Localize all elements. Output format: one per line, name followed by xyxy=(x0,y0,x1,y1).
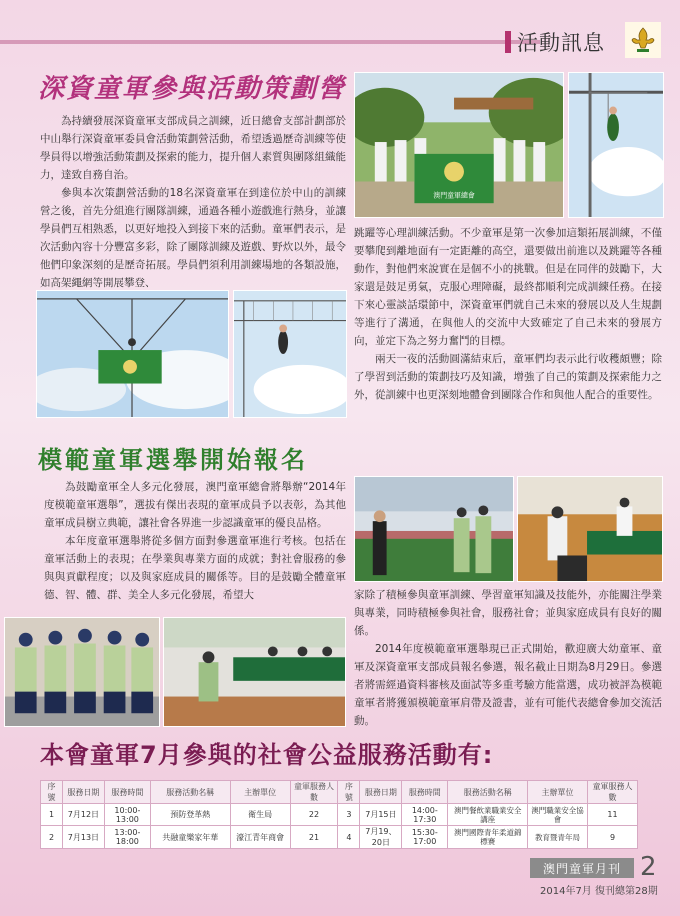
table-cell: 14:00-17:30 xyxy=(402,804,448,826)
table-header: 序 號 xyxy=(41,781,63,804)
high-ropes-photo xyxy=(233,290,347,418)
article2-paragraph-4: 2014年度模範童軍選舉現已正式開始，歡迎廣大幼童軍、童軍及深資童軍支部成員報名參選，報名截止日期為8月29日。參選者將需經過資料審核及面試等多重考驗方能當選，成功被評為模範童軍者將獲頒模範童軍肩帶及證書，並有可能代表總會參加交流活動。 xyxy=(354,643,662,727)
table-header: 童軍服務人數 xyxy=(587,781,637,804)
table-cell: 澳門職業安全協會 xyxy=(528,804,588,826)
table-cell: 澳門國際青年柔道錦標賽 xyxy=(448,826,528,849)
table-cell: 7月15日 xyxy=(360,804,402,826)
services-title: 本會童軍7月參與的社會公益服務活動有: xyxy=(40,741,494,769)
section-title: 活動訊息 xyxy=(517,31,605,55)
table-cell: 7月19、20日 xyxy=(360,826,402,849)
article2-paragraph-3: 家除了積極參與童軍訓練、學習童軍知識及技能外，亦能關注學業與專業，同時積極參與社會，服務社會；並與家庭成員有良好的關係。 xyxy=(354,589,662,637)
section-tag xyxy=(505,28,635,56)
meeting-room-photo xyxy=(163,617,346,727)
interview-photo xyxy=(517,476,663,582)
table-cell: 共融童樂家年華 xyxy=(150,826,230,849)
table-header: 服務時間 xyxy=(104,781,150,804)
header-divider xyxy=(0,40,540,44)
table-header: 服務日期 xyxy=(360,781,402,804)
table-header: 主辦單位 xyxy=(230,781,290,804)
table-cell: 15:30-17:00 xyxy=(402,826,448,849)
tower-flag-photo xyxy=(36,290,229,418)
ceremony-photo xyxy=(354,476,514,582)
article1-body-left xyxy=(40,112,346,292)
table-header: 服務活動名稱 xyxy=(448,781,528,804)
table-header: 序 號 xyxy=(338,781,360,804)
table-cell: 10:00-13:00 xyxy=(104,804,150,826)
article1-paragraph-4: 兩天一夜的活動圓滿結束后，童軍們均表示此行收穫頗豐；除了學習到活動的策劃技巧及知識，增強了自己的策劃及探索能力之外，從訓練中也更深刻地體會到團隊合作和與他人配合的重要性。 xyxy=(354,353,662,401)
article1-title: 深資童軍參與活動策劃營 xyxy=(38,74,347,104)
group-photo-banner-text: 澳門童軍總會 xyxy=(433,191,475,200)
table-header: 服務活動名稱 xyxy=(150,781,230,804)
table-cell: 21 xyxy=(290,826,338,849)
table-cell: 9 xyxy=(587,826,637,849)
table-cell: 預防登革熱 xyxy=(150,804,230,826)
table-cell: 教育暨青年局 xyxy=(528,826,588,849)
section-tag-bar xyxy=(505,31,511,53)
magazine-name: 澳門童軍月刊 xyxy=(530,858,634,878)
table-cell: 1 xyxy=(41,804,63,826)
article2-body-left xyxy=(44,478,346,604)
table-header: 童軍服務人數 xyxy=(290,781,338,804)
article1-paragraph-1: 為持續發展深資童軍支部成員之訓練，近日總會支部計劃部於中山舉行深資童軍委員會活動策劃營活動，希望透過歷奇訓練等使學員得以增強活動策劃及探索的能力，提升個人素質與團隊組織能力，達致自務自治。 xyxy=(40,115,346,181)
table-cell: 7月13日 xyxy=(62,826,104,849)
article2-paragraph-1: 為鼓勵童軍全人多元化發展，澳門童軍總會將舉辦“2014年度模範童軍選舉”，選拔有傑出表現的童軍成員予以表彰，為其他童軍成員樹立典範，讓社會各界進一步認識童軍的優良品格。 xyxy=(44,481,346,529)
issue-info: 2014年7月 復刊總第28期 xyxy=(540,886,658,897)
article2-body-right xyxy=(354,586,662,730)
table-header: 主辦單位 xyxy=(528,781,588,804)
table-cell: 22 xyxy=(290,804,338,826)
table-cell: 4 xyxy=(338,826,360,849)
article1-paragraph-2: 參與本次策劃營活動的18名深資童軍在到達位於中山的訓練營之後，首先分組進行團隊訓練，通過各種小遊戲進行熱身，並讓學員們互相熟悉，以更好地投入到接下來的活動。童軍們表示，是次活動內容十分豐富多彩，除了團隊訓練及遊戲、野炊以外，最令他們印象深刻的是歷奇拓展。學員們須利用訓練場地的各類設施，如高架繩網等開展攀登、 xyxy=(40,187,346,289)
rope-climb-photo xyxy=(568,72,664,218)
page-number: 2 xyxy=(640,852,657,882)
scout-emblem-icon xyxy=(625,22,661,58)
table-cell: 2 xyxy=(41,826,63,849)
table-cell: 3 xyxy=(338,804,360,826)
table-cell: 7月12日 xyxy=(62,804,104,826)
article1-paragraph-3: 跳躍等心理訓練活動。不少童軍是第一次參加這類拓展訓練，不僅要攀爬到離地面有一定距離的高空，還要做出前進以及跳躍等各種動作，對他們來說實在是個不小的挑戰。但是在同伴的鼓勵下，大家還是鼓足勇氣，克服心理障礙，最終都順利完成訓練任務。在接下來心靈談話環節中，深資童軍們就自己未來的發展以及人生規劃等進行了溝通，在與他人的交流中大致確定了自己未來的發展方向，並定下為之努力奮鬥的目標。 xyxy=(354,227,662,347)
table-row xyxy=(41,826,638,849)
services-table-header-row xyxy=(41,781,638,804)
services-table xyxy=(40,780,638,849)
table-cell: 澳門餐飲業職業安全講座 xyxy=(448,804,528,826)
table-row xyxy=(41,804,638,826)
table-cell: 衛生局 xyxy=(230,804,290,826)
scouts-group-photo xyxy=(4,617,160,727)
article2-title: 模範童軍選舉開始報名 xyxy=(38,446,308,474)
group-photo xyxy=(354,72,564,218)
table-header: 服務時間 xyxy=(402,781,448,804)
table-cell: 13:00-18:00 xyxy=(104,826,150,849)
table-cell: 11 xyxy=(587,804,637,826)
article1-body-right xyxy=(354,224,662,404)
table-cell: 濠江青年商會 xyxy=(230,826,290,849)
table-header: 服務日期 xyxy=(62,781,104,804)
article2-paragraph-2: 本年度童軍選舉將從多個方面對參選童軍進行考核。包括在童軍活動上的表現；在學業與專業方面的成就；對社會服務的參與與貢獻程度；以及與家庭成員的關係等。目的是鼓勵全體童軍德、智、體、群、美全人多元化發展，希望大 xyxy=(44,535,346,601)
